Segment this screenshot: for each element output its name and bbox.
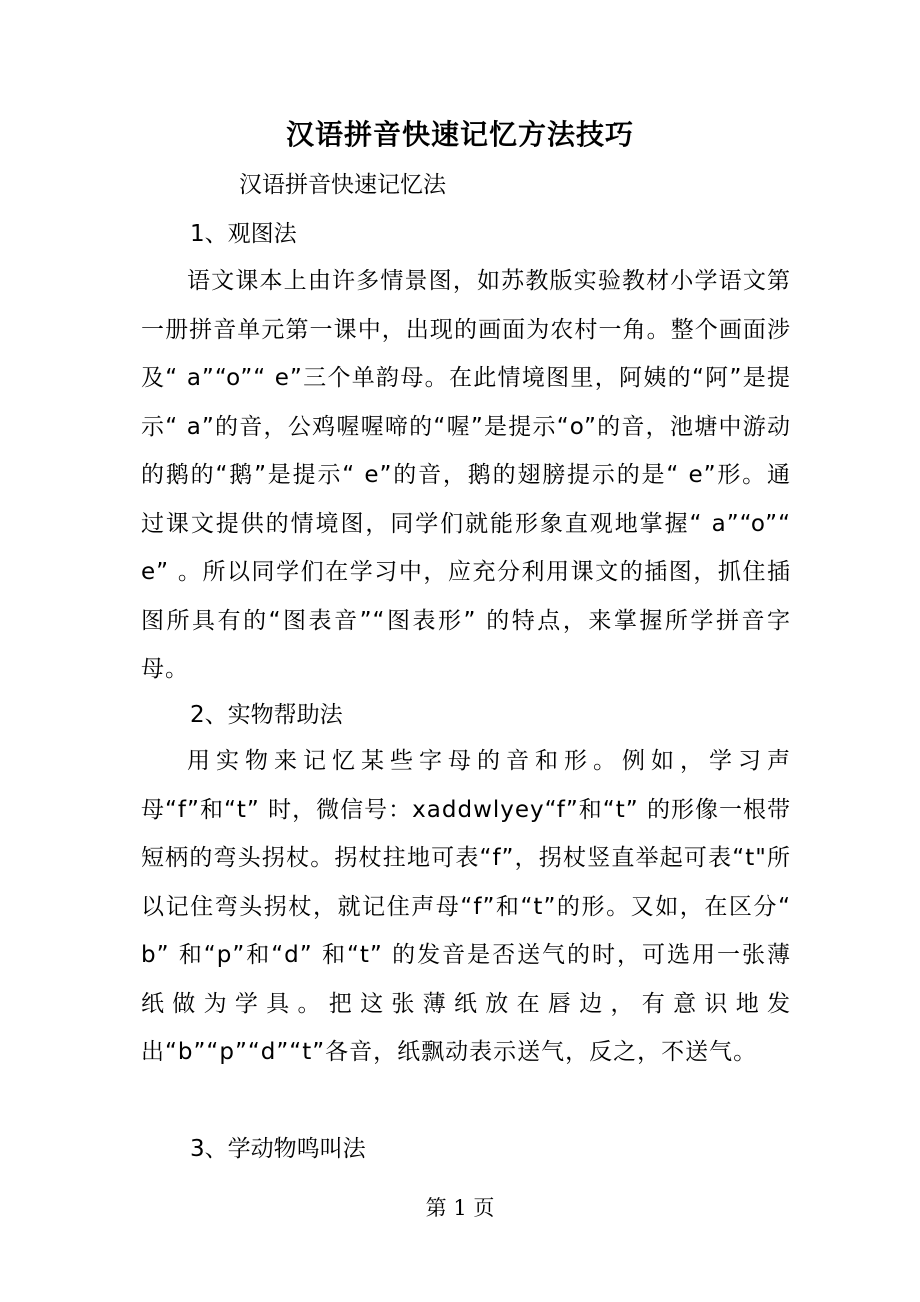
document-subtitle: 汉语拼音快速记忆法: [239, 172, 446, 198]
document-title: 汉语拼音快速记忆方法技巧: [285, 118, 634, 151]
section-heading-2: 2、实物帮助法: [190, 702, 343, 728]
section-heading-3: 3、学动物鸣叫法: [190, 1136, 366, 1162]
section-paragraph-2: 用实物来记忆某些字母的音和形。例如，学习声母“f”和“t” 时，微信号：xaddwlyey“f”和“t” 的形像一根带短柄的弯头拐杖。拐杖拄地可表“f”，拐杖竖直举起可表“t"所以记住弯头拐杖，就记住声母“f”和“t”的形。又如，在区分“ b” 和“p”和“d” 和“t” 的发音是否送气的时，可选用一张薄纸做为学具。把这张薄纸放在唇边，有意识地发出“b”“p”“d”“t”各音，纸飘动表示送气，反之，不送气。: [141, 748, 791, 1065]
page-number-footer: 第 1 页: [425, 1196, 495, 1220]
section-paragraph-1: 语文课本上由许多情景图，如苏教版实验教材小学语文第一册拼音单元第一课中，出现的画面为农村一角。整个画面涉及“ a”“o”“ e”三个单韵母。在此情境图里，阿姨的“阿”是提示“ a”的音，公鸡喔喔啼的“喔”是提示“o”的音，池塘中游动的鹅的“鹅”是提示“ e”的音，鹅的翅膀提示的是“ e”形。通过课文提供的情境图，同学们就能形象直观地掌握“ a”“o”“ e” 。所以同学们在学习中，应充分利用课文的插图，抓住插图所具有的“图表音”“图表形” 的特点，来掌握所学拼音字母。: [141, 268, 791, 682]
section-heading-1: 1、观图法: [190, 221, 297, 247]
